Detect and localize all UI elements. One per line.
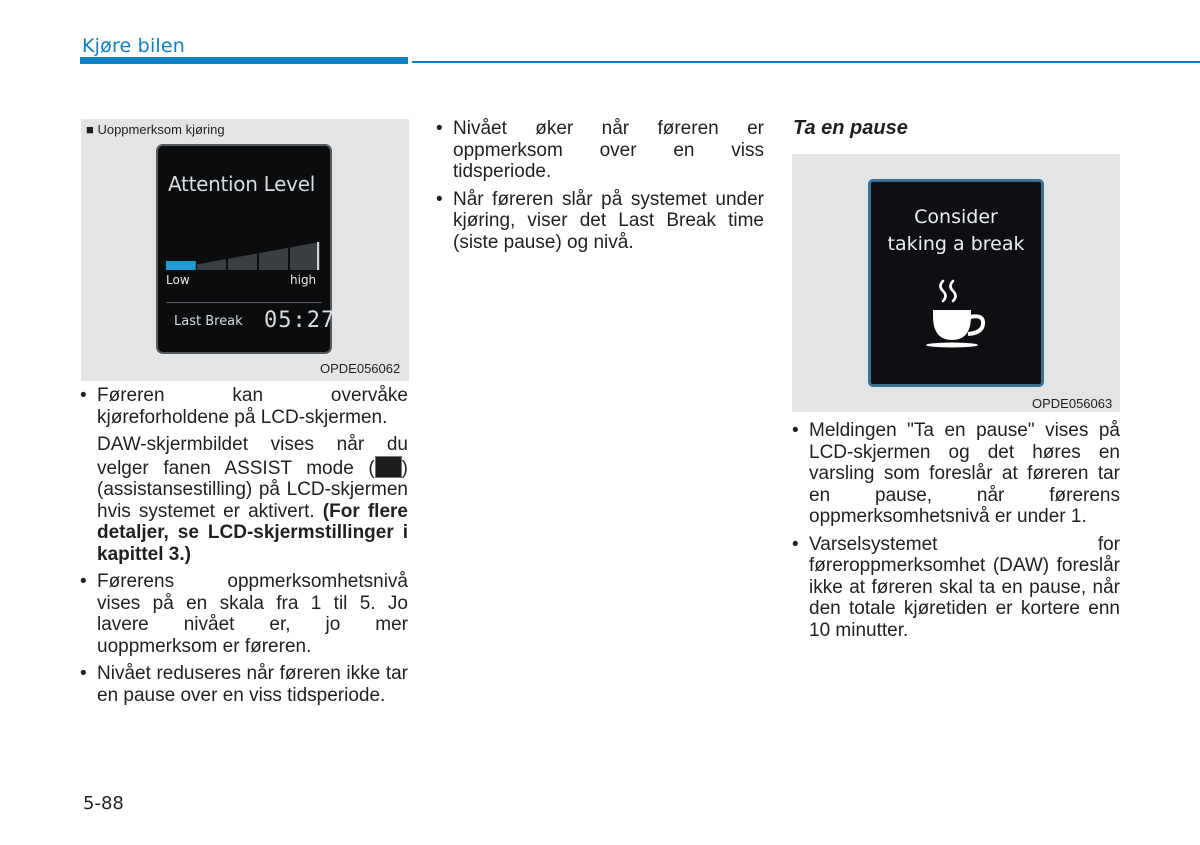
header-rule-thin: [412, 61, 1200, 63]
lcd-attention-screen: [156, 144, 336, 354]
see-reference-note: (For flere detaljer, se LCD-skjermstillinger i kapittel 3.): [97, 500, 408, 565]
break-message: [871, 204, 1041, 258]
column-3-text: [792, 420, 1120, 641]
assist-text-a: DAW-skjermbildet vises når du velger fanen ASSIST mode (: [97, 434, 408, 479]
scale-low-label: Low: [166, 273, 190, 287]
bullet-last-break: • Når føreren slår på systemet under kjøring, viser det Last Break time (siste pause) og nivå.: [436, 189, 764, 254]
last-break-time: 05:27: [264, 308, 336, 333]
column-2-text: [436, 118, 764, 253]
bullet-monitor: • Føreren kan overvåke kjøreforholdene på LCD-skjermen.: [80, 385, 408, 428]
lcd-divider: [166, 302, 322, 303]
last-break-label: Last Break: [174, 314, 243, 329]
chapter-title: Kjøre bilen: [82, 35, 186, 57]
assist-mode-icon: [375, 456, 402, 478]
figure-code-2: OPDE056063: [1032, 396, 1113, 411]
bullet-level-decrease: • Nivået reduseres når føreren ikke tar en pause over en viss tidsperiode.: [80, 663, 408, 706]
header-rule-thick: [80, 57, 408, 64]
page-number: 5-88: [83, 793, 124, 814]
column-1-text: [80, 385, 408, 706]
attention-level-bar: [166, 242, 320, 270]
bullet-level-increase: • Nivået øker når føreren er oppmerksom over en viss tidsperiode.: [436, 118, 764, 183]
assist-text-b: ) (assistansestilling) på LCD-skjermen hvis systemet er aktivert.: [97, 457, 408, 522]
attention-level-title: Attention Level: [168, 172, 315, 196]
section-heading-pause: Ta en pause: [793, 117, 908, 139]
assist-mode-paragraph: [80, 434, 408, 565]
scale-high-label: high: [290, 273, 317, 287]
break-message-line2: taking a break: [887, 233, 1025, 255]
lcd-break-screen: [868, 179, 1044, 387]
break-message-line1: Consider: [914, 206, 998, 228]
bullet-pause-message: • Meldingen "Ta en pause" vises på LCD-skjermen og det høres en varsling som foreslår at føreren tar en pause, når førerens oppmerksomhetsnivå er under 1.: [792, 420, 1120, 528]
coffee-cup-icon: [923, 277, 995, 349]
figure-caption: ■ Uoppmerksom kjøring: [86, 122, 225, 137]
figure-code: OPDE056062: [320, 361, 401, 376]
bullet-daw-short-trip: • Varselsystemet for føreroppmerksomhet (DAW) foreslår ikke at føreren skal ta en pause, når den totale kjøretiden er kortere enn 10 minutter.: [792, 534, 1120, 642]
bullet-scale: • Førerens oppmerksomhetsnivå vises på en skala fra 1 til 5. Jo lavere nivået er, jo mer uoppmerksom er føreren.: [80, 571, 408, 657]
